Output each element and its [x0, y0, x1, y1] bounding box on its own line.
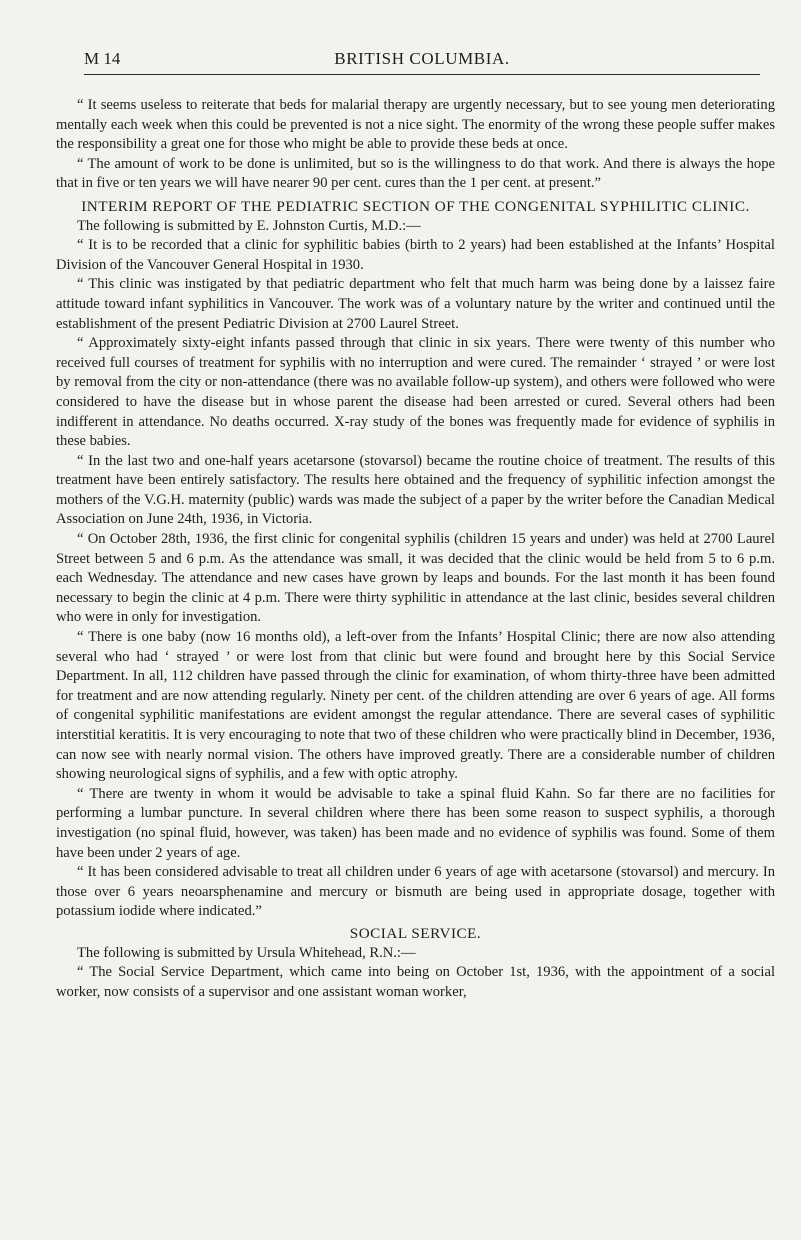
paragraph: “ The Social Service Department, which came into being on October 1st, 1936, with the appointment of a social worker, now consists of a supervisor and one assistant woman worker, [56, 964, 775, 1000]
section-heading-interim-report: INTERIM REPORT OF THE PEDIATRIC SECTION OF THE CONGENITAL SYPHILITIC CLINIC. [81, 197, 750, 215]
section-heading-social-service: SOCIAL SERVICE. [349, 924, 482, 942]
body-text [56, 96, 775, 1002]
paragraph: “ There are twenty in whom it would be advisable to take a spinal fluid Kahn. So far there are no facilities for performing a lumbar puncture. In several children where there has been some reason to suspect syphilis, a thorough investigation (no spinal fluid, however, was taken) has been made and no evidence of syphilis was found. Some of them have been under 2 years of age. [56, 785, 775, 861]
paragraph: The following is submitted by Ursula Whitehead, R.N.:— [77, 944, 416, 961]
header-rule [84, 74, 760, 75]
paragraph: “ It seems useless to reiterate that beds for malarial therapy are urgently necessary, but to see young men deteriorating mentally each week when this could be prevented is not a nice sight. The enormity of the wrong these people suffer makes the responsibility a great one for those who might be able to provide these beds at once. [56, 97, 775, 153]
paragraph: “ There is one baby (now 16 months old), a left-over from the Infants’ Hospital Clinic; there are now also attending several who had ‘ strayed ’ or were lost from that clinic but were found and brought here by this Social Service Department. In all, 112 children have passed through the clinic for examination, of whom thirty-three have been admitted for treatment and are now attending regularly. Ninety per cent. of the children attending are over 6 years of age. All forms of congenital syphilitic manifestations are evident amongst the regular attendance. There are several cases of syphilitic interstitial keratitis. It is very encouraging to note that two of these children who were practically blind in December, 1936, can now see with nearly normal vision. The others have improved greatly. There are a considerable number of children showing neurological signs of syphilis, and a few with optic atrophy. [56, 629, 775, 783]
page-header [84, 49, 760, 75]
paragraph: “ It is to be recorded that a clinic for syphilitic babies (birth to 2 years) had been established at the Infants’ Hospital Division of the Vancouver General Hospital in 1930. [56, 237, 775, 273]
paragraph: “ This clinic was instigated by that pediatric department who felt that much harm was being done by a laissez faire attitude toward infant syphilitics in Vancouver. The work was of a voluntary nature by the writer and continued until the establishment of the present Pediatric Division at 2700 Laurel Street. [56, 276, 775, 332]
paragraph: “ Approximately sixty-eight infants passed through that clinic in six years. There were twenty of this number who received full courses of treatment for syphilis with no interruption and were cured. The remainder ‘ strayed ’ or were lost by removal from the city or non-attendance (there was no available follow-up system), and others were followed who were considered to have the disease but in whose parent the disease had been arrested or cured. Several others had been indifferent in attendance. No deaths occurred. X-ray study of the bones was frequently made for evidence of syphilis in these babies. [56, 335, 775, 450]
paragraph: “ In the last two and one-half years acetarsone (stovarsol) became the routine choice of treatment. The results of this treatment have been entirely satisfactory. The results here obtained and the frequency of syphilitic infection amongst the mothers of the V.G.H. maternity (public) wards was made the subject of a paper by the writer before the Canadian Medical Association on June 24th, 1936, in Victoria. [56, 452, 775, 528]
page-number: M 14 [84, 49, 121, 68]
paragraph: “ It has been considered advisable to treat all children under 6 years of age with acetarsone (stovarsol) and mercury. In those over 6 years neoarsphenamine and mercury or bismuth are being used in appropriate dosage, together with potassium iodide where indicated.” [56, 864, 775, 920]
paragraph: “ On October 28th, 1936, the first clinic for congenital syphilis (children 15 years and under) was held at 2700 Laurel Street between 5 and 6 p.m. As the attendance was small, it was decided that the clinic would be held from 5 to 6 p.m. each Wednesday. The attendance and new cases have grown by leaps and bounds. For the last month it has been found necessary to begin the clinic at 4 p.m. There were thirty syphilitic in attendance at the last clinic, besides several children who were in only for investigation. [56, 531, 775, 626]
paragraph: The following is submitted by E. Johnston Curtis, M.D.:— [77, 217, 421, 234]
running-title: BRITISH COLUMBIA. [334, 49, 510, 68]
paragraph: “ The amount of work to be done is unlimited, but so is the willingness to do that work. And there is always the hope that in five or ten years we will have nearer 90 per cent. cures than the 1 per cent. at present.” [56, 155, 775, 192]
